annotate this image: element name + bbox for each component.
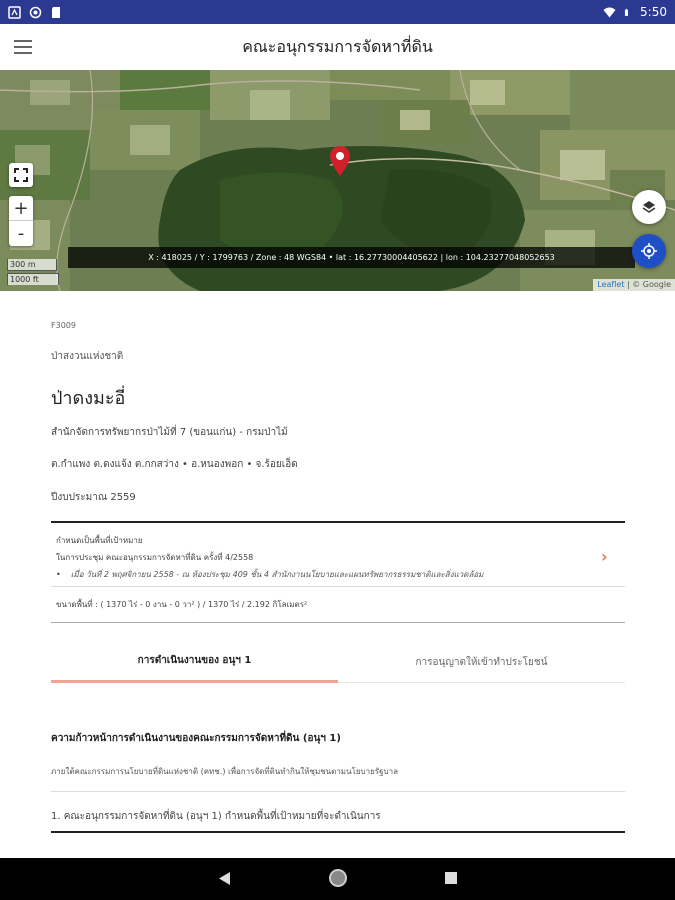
meeting-text: ในการประชุม คณะอนุกรรมการจัดหาที่ดิน ครั้งที่ 4/2558 bbox=[56, 553, 254, 562]
app-bar bbox=[0, 24, 675, 70]
divider bbox=[51, 791, 625, 792]
location-text: ต.กำแพง ต.ดงแจ้ง ต.กกสว่าง • อ.หนองพอก • จ.ร้อยเอ็ด bbox=[51, 459, 298, 470]
google-attribution: © Google bbox=[632, 280, 671, 289]
recents-icon[interactable] bbox=[445, 872, 457, 884]
meeting-date-bullet: • เมื่อ วันที่ 2 พฤศจิกายน 2558 - ณ ห้องประชุม 409 ชั้น 4 สำนักงานนโยบายและแผนทรัพยากรธรรมชาติและสิ่งแวดล้อม bbox=[56, 568, 483, 581]
chevron-right-icon[interactable]: › bbox=[601, 547, 608, 566]
sd-card-icon bbox=[50, 6, 63, 19]
zoom-in-button[interactable]: + bbox=[9, 196, 33, 221]
my-location-button[interactable] bbox=[632, 234, 666, 268]
scale-imperial: 1000 ft bbox=[7, 273, 59, 285]
page-title: คณะอนุกรรมการจัดหาที่ดิน bbox=[242, 36, 433, 56]
wifi-icon bbox=[603, 6, 616, 19]
sync-icon bbox=[29, 6, 42, 19]
detail-panel bbox=[0, 291, 675, 858]
back-icon[interactable] bbox=[219, 872, 231, 885]
divider bbox=[51, 831, 625, 833]
progress-title: ความก้าวหน้าการดำเนินงานของคณะกรรมการจัดหาที่ดิน (อนุฯ 1) bbox=[51, 733, 341, 744]
tab-land-use-permit[interactable]: การอนุญาตให้เข้าทำประโยชน์ bbox=[415, 656, 548, 668]
fullscreen-button[interactable] bbox=[9, 163, 33, 187]
home-icon[interactable] bbox=[329, 869, 347, 887]
map-attribution: Leaflet | © Google bbox=[593, 279, 675, 291]
area-size: ขนาดพื้นที่ : ( 1370 ไร่ - 0 งาน - 0 วา² ) / 1370 ไร่ / 2.192 กิโลเมตร² bbox=[56, 600, 308, 609]
target-area-card[interactable] bbox=[51, 521, 625, 623]
forest-name: ป่าดงมะอี่ bbox=[51, 388, 126, 409]
progress-description: ภายใต้คณะกรรมการนโยบายที่ดินแห่งชาติ (คทช.) เพื่อการจัดที่ดินทำกินให้ชุมชนตามนโยบายรัฐบาล bbox=[51, 767, 398, 776]
divider bbox=[51, 586, 625, 587]
zoom-control bbox=[9, 196, 33, 246]
leaflet-link[interactable]: Leaflet bbox=[597, 280, 625, 289]
target-heading: กำหนดเป็นพื้นที่เป้าหมาย bbox=[56, 536, 143, 545]
fullscreen-icon bbox=[14, 168, 28, 182]
map-view[interactable] bbox=[0, 70, 675, 291]
agency-text: สำนักจัดการทรัพยากรป่าไม้ที่ 7 (ขอนแก่น) - กรมป่าไม้ bbox=[51, 427, 288, 438]
status-time: 5:50 bbox=[640, 5, 667, 19]
progress-step: 1. คณะอนุกรรมการจัดหาที่ดิน (อนุฯ 1) กำหนดพื้นที่เป้าหมายที่จะดำเนินการ bbox=[51, 811, 381, 822]
tab-subcommittee-progress[interactable]: การดำเนินงานของ อนุฯ 1 bbox=[51, 641, 338, 683]
tab-bar bbox=[51, 641, 625, 683]
forest-type: ป่าสงวนแห่งชาติ bbox=[51, 351, 124, 362]
scale-metric: 300 m bbox=[7, 259, 57, 271]
fiscal-year: ปีงบประมาณ 2559 bbox=[51, 492, 136, 503]
battery-icon bbox=[624, 6, 632, 19]
coordinate-readout: X : 418025 / Y : 1799763 / Zone : 48 WGS84 • lat : 16.27730004405622 | lon : 104.23277048052653 bbox=[68, 247, 635, 268]
gps-locate-icon bbox=[641, 243, 657, 259]
notification-icon bbox=[8, 6, 21, 19]
forest-code: F3009 bbox=[51, 321, 76, 330]
layers-icon bbox=[642, 200, 656, 214]
system-nav-bar bbox=[0, 858, 675, 900]
hamburger-menu-icon[interactable] bbox=[12, 37, 34, 57]
layers-button[interactable] bbox=[632, 190, 666, 224]
status-bar bbox=[0, 0, 675, 24]
location-pin-icon[interactable] bbox=[330, 146, 350, 176]
zoom-out-button[interactable]: - bbox=[17, 223, 25, 244]
